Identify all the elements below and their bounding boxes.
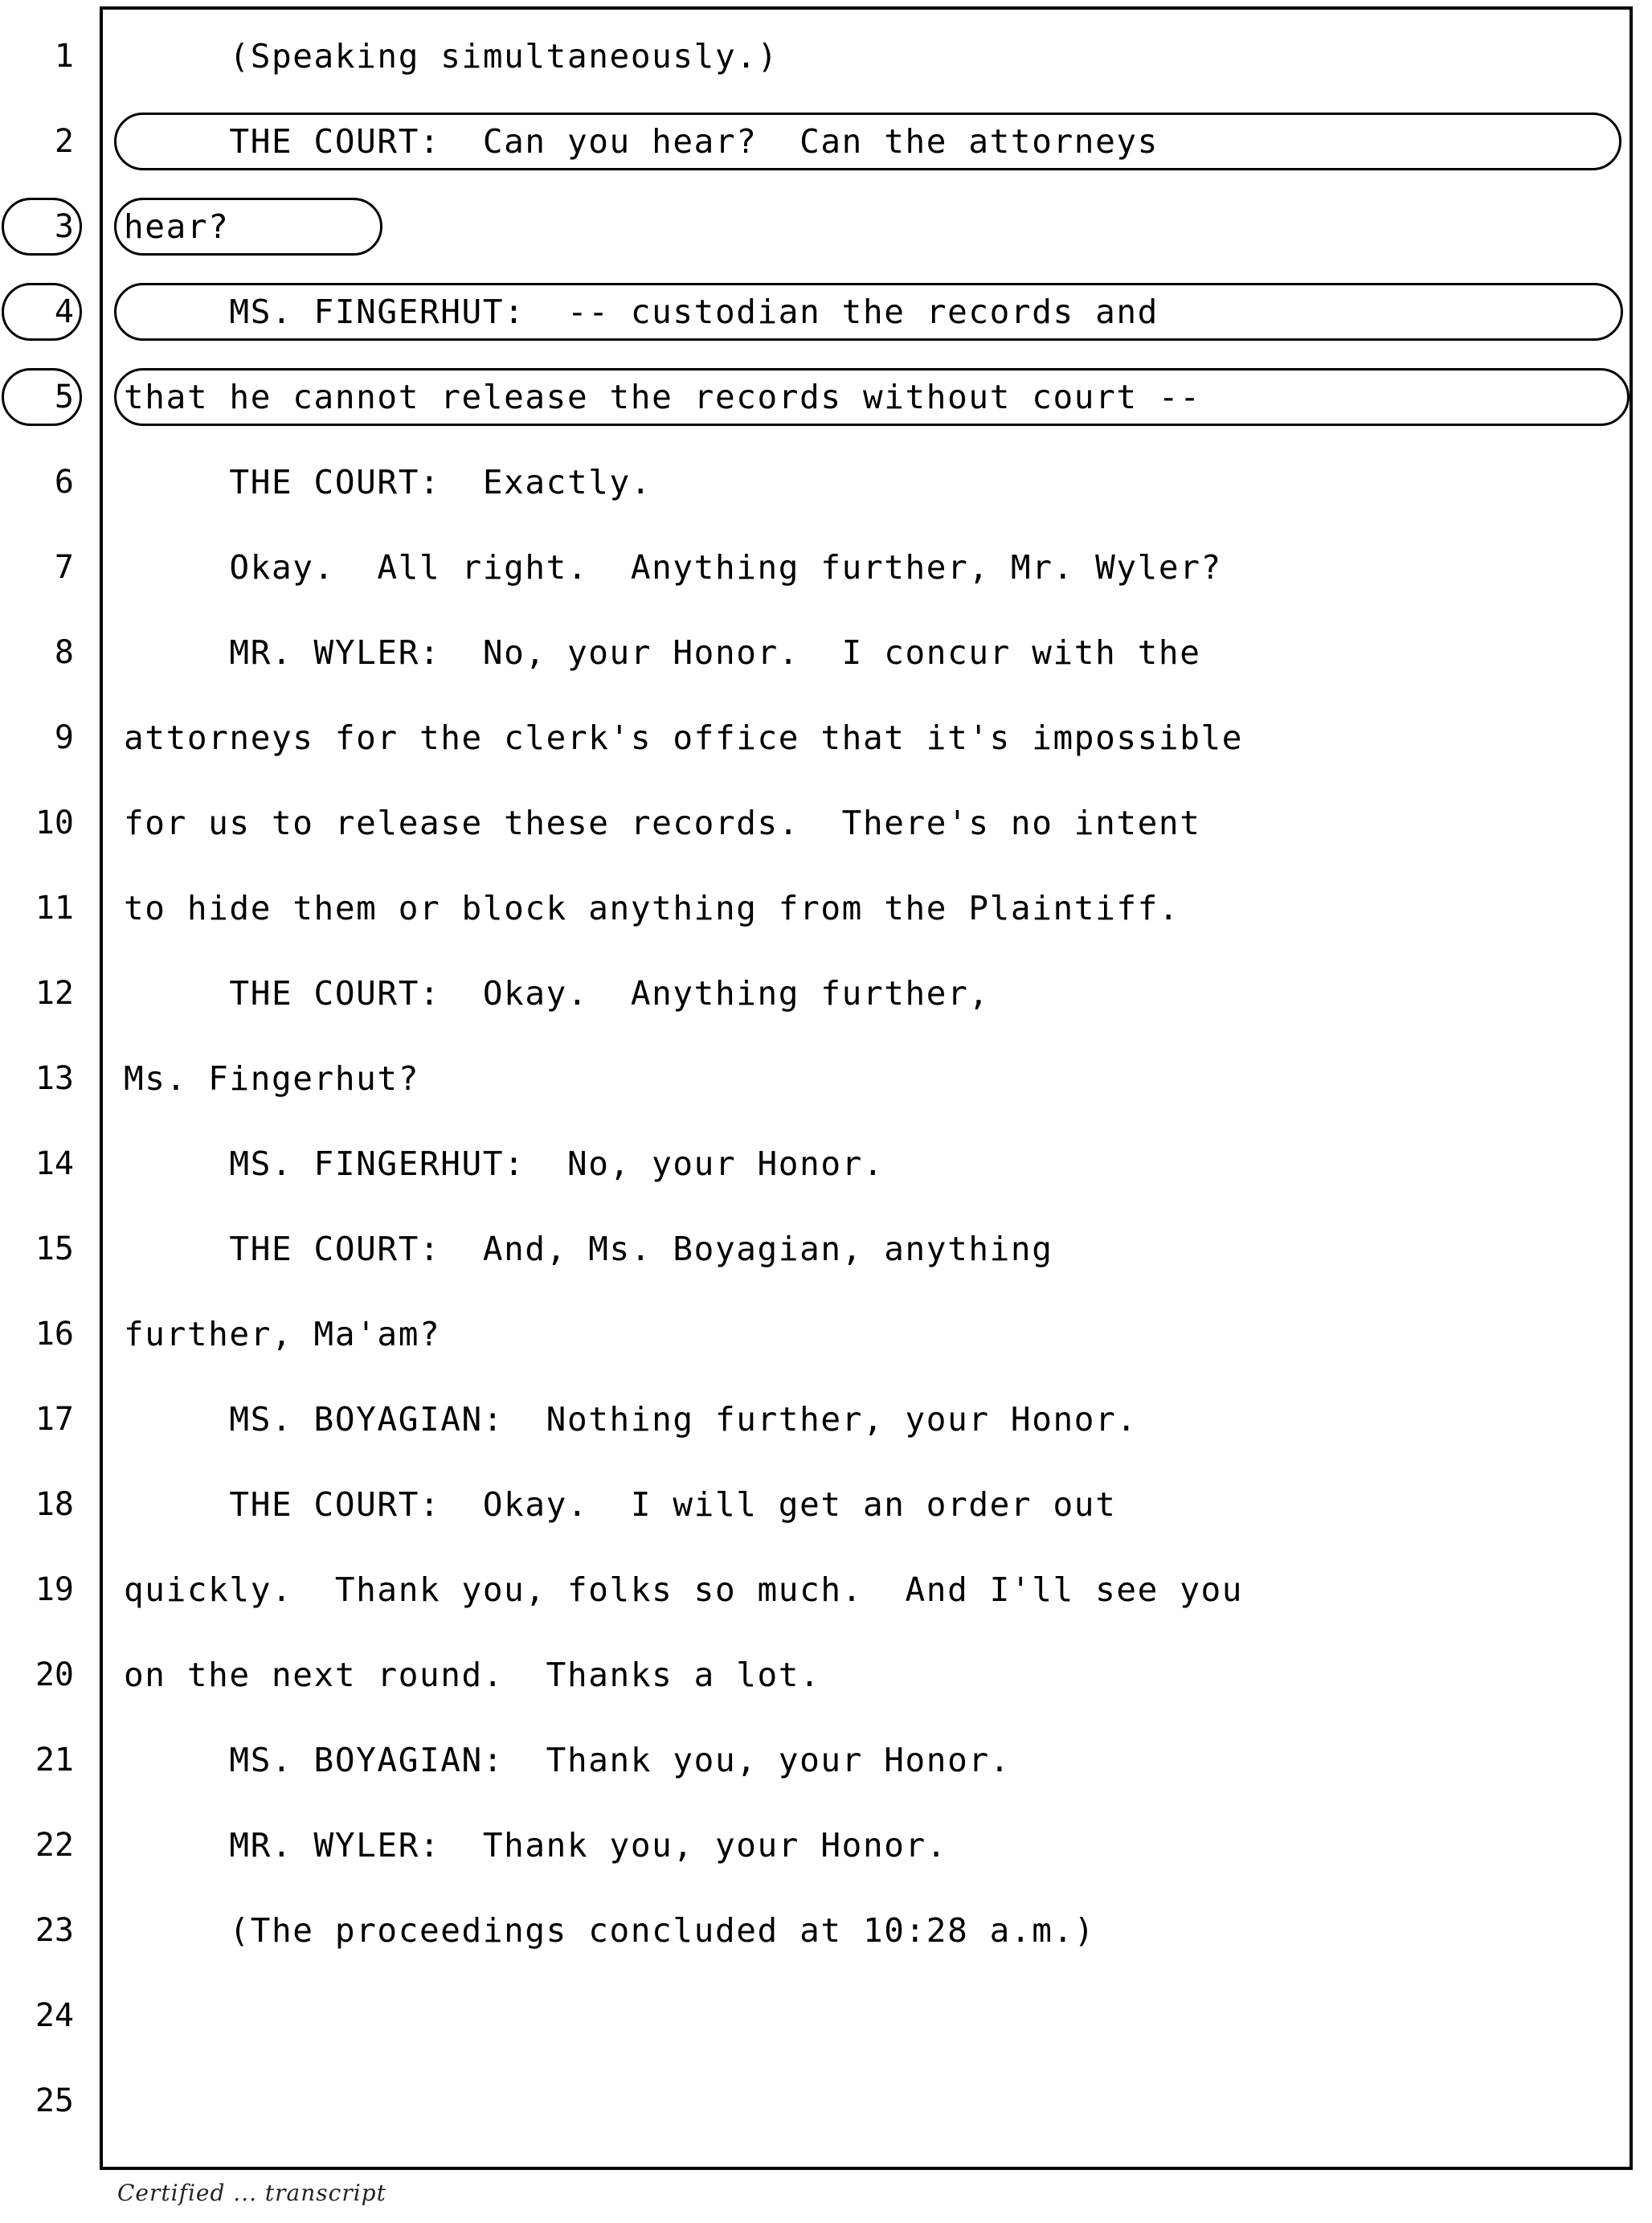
line-text: THE COURT: Okay. I will get an order out [124, 1485, 1117, 1524]
transcript-line [0, 1296, 1652, 1381]
line-number: 19 [35, 1571, 74, 1608]
line-number: 9 [54, 719, 74, 756]
line-text: MS. FINGERHUT: No, your Honor. [124, 1144, 885, 1183]
line-number: 17 [35, 1401, 74, 1438]
transcript-line [0, 1381, 1652, 1466]
line-number: 5 [0, 358, 87, 436]
line-text: MS. BOYAGIAN: Thank you, your Honor. [124, 1741, 1011, 1779]
line-text: (The proceedings concluded at 10:28 a.m.) [124, 1911, 1096, 1950]
line-text: hear? [87, 188, 1652, 265]
line-number: 6 [54, 464, 74, 501]
line-number: 25 [35, 2082, 74, 2119]
line-text: quickly. Thank you, folks so much. And I'll see you [124, 1570, 1244, 1609]
transcript-line [0, 358, 1652, 444]
transcript-line [0, 1125, 1652, 1210]
transcript-line [0, 1721, 1652, 1807]
line-number: 11 [35, 890, 74, 927]
line-text: for us to release these records. There's no intent [124, 804, 1201, 842]
line-text: THE COURT: Okay. Anything further, [124, 974, 990, 1013]
line-text: MS. FINGERHUT: -- custodian the records and [87, 273, 1652, 350]
transcript-line [0, 1040, 1652, 1125]
line-number: 14 [35, 1145, 74, 1182]
line-text: on the next round. Thanks a lot. [124, 1656, 821, 1694]
transcript-line [0, 18, 1652, 103]
line-text: attorneys for the clerk's office that it's impossible [124, 718, 1244, 757]
line-number: 1 [54, 38, 74, 75]
line-number: 12 [35, 975, 74, 1012]
transcript-line [0, 1551, 1652, 1636]
line-text: (Speaking simultaneously.) [124, 37, 779, 76]
line-text: to hide them or block anything from the Plaintiff. [124, 889, 1180, 927]
line-text: THE COURT: Can you hear? Can the attorneys [87, 103, 1652, 180]
line-text: MS. BOYAGIAN: Nothing further, your Honor. [124, 1400, 1138, 1439]
transcript-line [0, 188, 1652, 273]
line-number: 8 [54, 634, 74, 671]
transcript-line [0, 699, 1652, 784]
line-text: further, Ma'am? [124, 1315, 441, 1353]
line-number: 15 [35, 1230, 74, 1267]
transcript-line [0, 614, 1652, 699]
line-number: 2 [54, 123, 74, 160]
transcript-line [0, 103, 1652, 188]
transcript-line [0, 784, 1652, 870]
line-number: 23 [35, 1912, 74, 1949]
line-text: Okay. All right. Anything further, Mr. Wyler? [124, 548, 1222, 587]
transcript-line [0, 1636, 1652, 1721]
transcript-line [0, 955, 1652, 1040]
line-number: 24 [35, 1997, 74, 2034]
transcript-line [0, 529, 1652, 614]
transcript-line [0, 1466, 1652, 1551]
line-number: 20 [35, 1656, 74, 1693]
transcript-line [0, 870, 1652, 955]
line-number: 21 [35, 1742, 74, 1779]
line-number: 18 [35, 1486, 74, 1523]
line-text: MR. WYLER: No, your Honor. I concur with the [124, 633, 1201, 672]
line-text: THE COURT: Exactly. [124, 463, 652, 502]
line-number: 22 [35, 1827, 74, 1864]
line-number: 7 [54, 549, 74, 586]
transcript-line [0, 1892, 1652, 1977]
transcript-lines [0, 18, 1652, 2147]
line-text: MR. WYLER: Thank you, your Honor. [124, 1826, 948, 1865]
line-number: 4 [0, 273, 87, 350]
line-number: 16 [35, 1316, 74, 1353]
line-number: 13 [35, 1060, 74, 1097]
transcript-line [0, 2062, 1652, 2147]
transcript-line [0, 273, 1652, 358]
line-number: 3 [0, 188, 87, 265]
line-number: 10 [35, 804, 74, 841]
transcript-line [0, 444, 1652, 529]
footer-annotation: Certified ... transcript [117, 2180, 386, 2206]
transcript-line [0, 1807, 1652, 1892]
line-text: Ms. Fingerhut? [124, 1059, 419, 1098]
line-text: THE COURT: And, Ms. Boyagian, anything [124, 1230, 1053, 1268]
transcript-line [0, 1210, 1652, 1296]
line-text: that he cannot release the records without court -- [87, 358, 1652, 436]
transcript-line [0, 1977, 1652, 2062]
